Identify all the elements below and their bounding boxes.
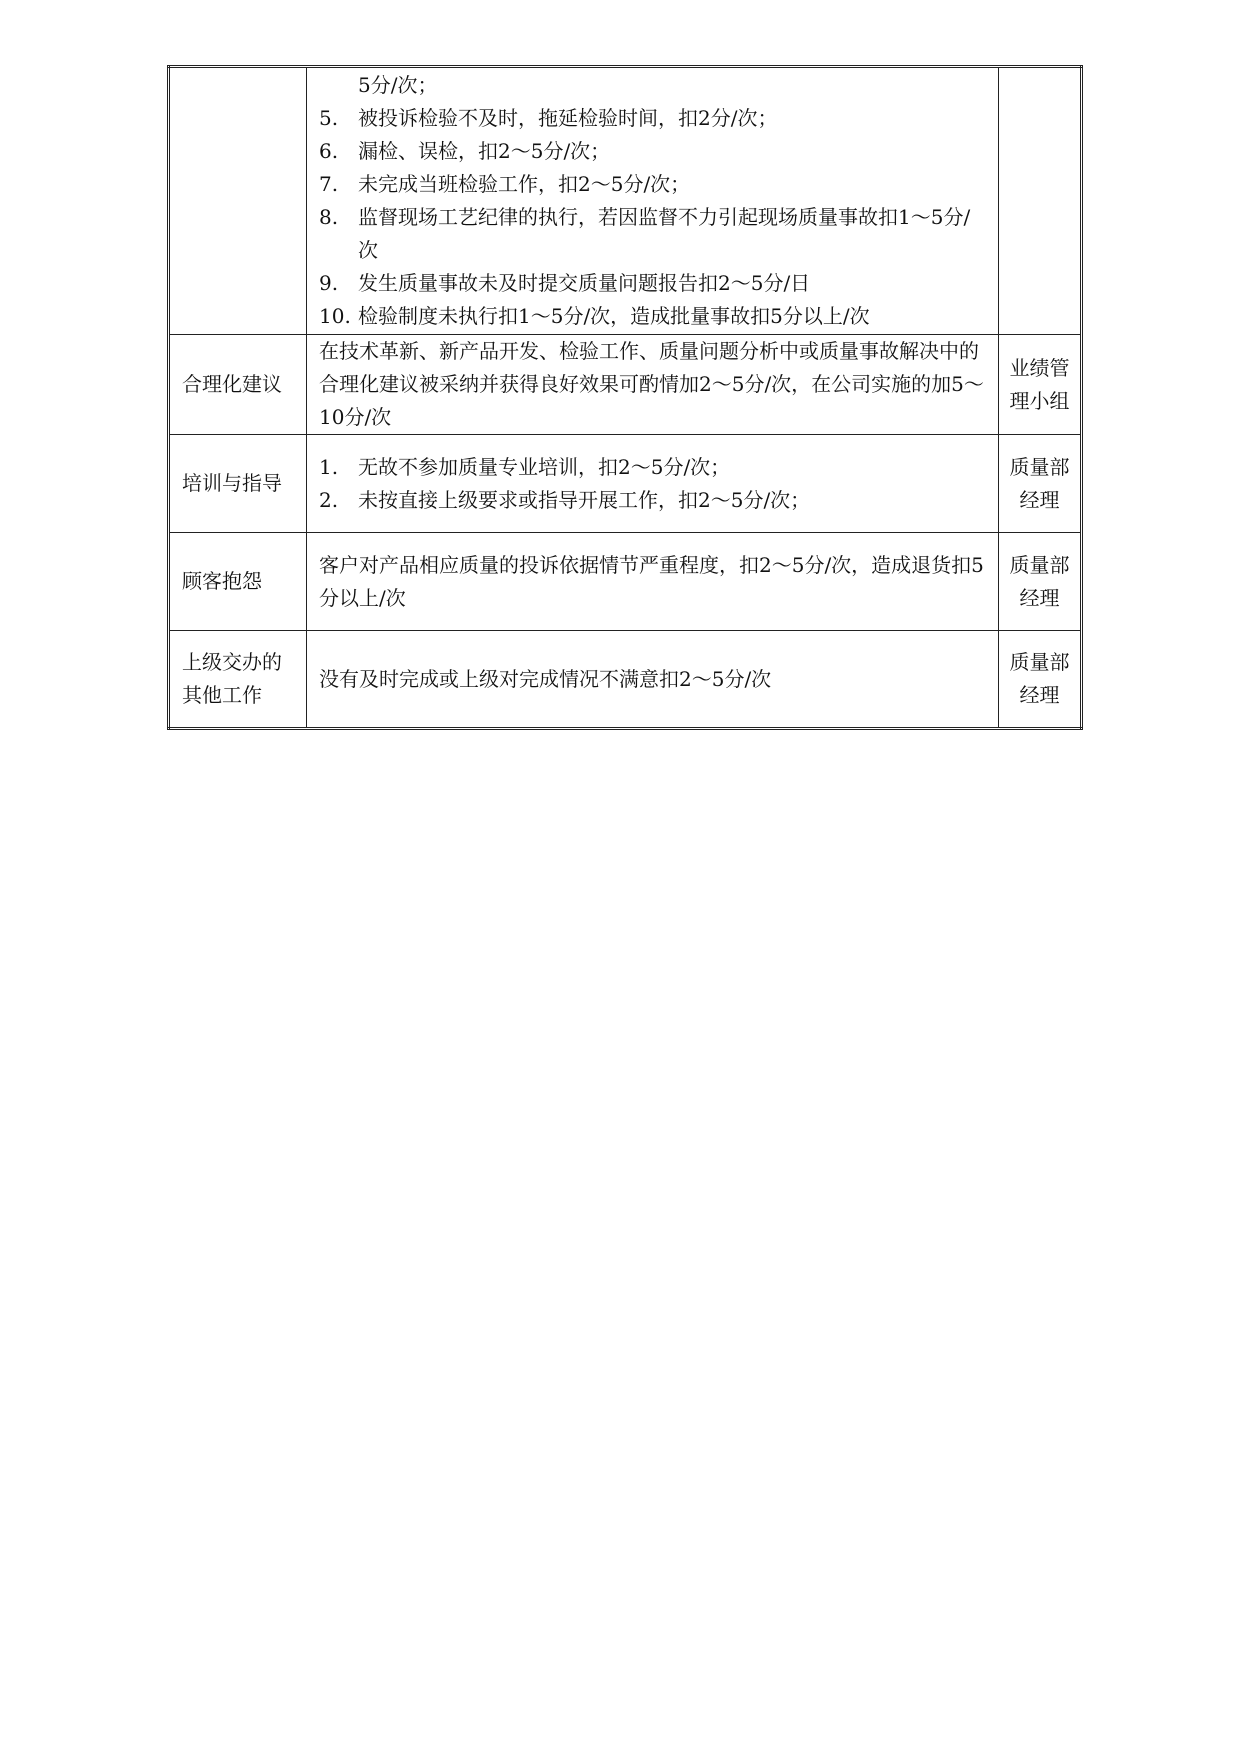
- table-row: [169, 435, 1082, 533]
- table-row: [169, 631, 1082, 729]
- table-row: [169, 533, 1082, 631]
- item-number: 10.: [319, 304, 351, 328]
- list-item: [319, 484, 986, 517]
- continuation-text: 5分/次；: [358, 73, 438, 97]
- responsible-cell: 业绩管理小组: [999, 335, 1082, 435]
- responsible-cell: 质量部经理: [999, 435, 1082, 533]
- item-text: 检验制度未执行扣1～5分/次，造成批量事故扣5分以上/次: [358, 304, 870, 328]
- list-item: [319, 201, 986, 267]
- content-cell: 在技术革新、新产品开发、检验工作、质量问题分析中或质量事故解决中的合理化建议被采纳并获得良好效果可酌情加2～5分/次，在公司实施的加5～10分/次: [307, 335, 999, 435]
- responsible-cell: [999, 67, 1082, 335]
- content-cell: 没有及时完成或上级对完成情况不满意扣2～5分/次: [307, 631, 999, 729]
- item-text: 漏检、误检，扣2～5分/次；: [358, 139, 611, 163]
- content-cell: [307, 67, 999, 335]
- category-cell: 合理化建议: [169, 335, 307, 435]
- item-text: 无故不参加质量专业培训，扣2～5分/次；: [358, 454, 731, 479]
- item-number: 6.: [319, 139, 339, 163]
- category-cell: 顾客抱怨: [169, 533, 307, 631]
- item-number: 9.: [319, 271, 339, 295]
- category-cell: 培训与指导: [169, 435, 307, 533]
- list-item: [319, 168, 986, 201]
- content-cell: 客户对产品相应质量的投诉依据情节严重程度，扣2～5分/次，造成退货扣5分以上/次: [307, 533, 999, 631]
- item-number: 2.: [319, 487, 339, 512]
- item-text: 发生质量事故未及时提交质量问题报告扣2～5分/日: [358, 271, 811, 295]
- category-cell: [169, 67, 307, 335]
- responsible-cell: 质量部经理: [999, 533, 1082, 631]
- list-item: [319, 451, 986, 484]
- item-text: 监督现场工艺纪律的执行，若因监督不力引起现场质量事故扣1～5分/次: [358, 205, 971, 262]
- item-number: 5.: [319, 106, 339, 130]
- list-item: [319, 300, 986, 333]
- content-cell: [307, 435, 999, 533]
- item-text: 未按直接上级要求或指导开展工作，扣2～5分/次；: [358, 487, 811, 512]
- list-item: [319, 102, 986, 135]
- item-number: 7.: [319, 172, 339, 196]
- item-number: 8.: [319, 205, 339, 229]
- responsible-cell: 质量部经理: [999, 631, 1082, 729]
- table-row: [169, 335, 1082, 435]
- table-row: [169, 67, 1082, 335]
- assessment-table: [167, 65, 1083, 730]
- item-number: 1.: [319, 454, 339, 479]
- item-text: 未完成当班检验工作，扣2～5分/次；: [358, 172, 691, 196]
- item-text: 被投诉检验不及时，拖延检验时间，扣2分/次；: [358, 106, 778, 130]
- list-item: [319, 267, 986, 300]
- category-cell: 上级交办的其他工作: [169, 631, 307, 729]
- list-item: [319, 135, 986, 168]
